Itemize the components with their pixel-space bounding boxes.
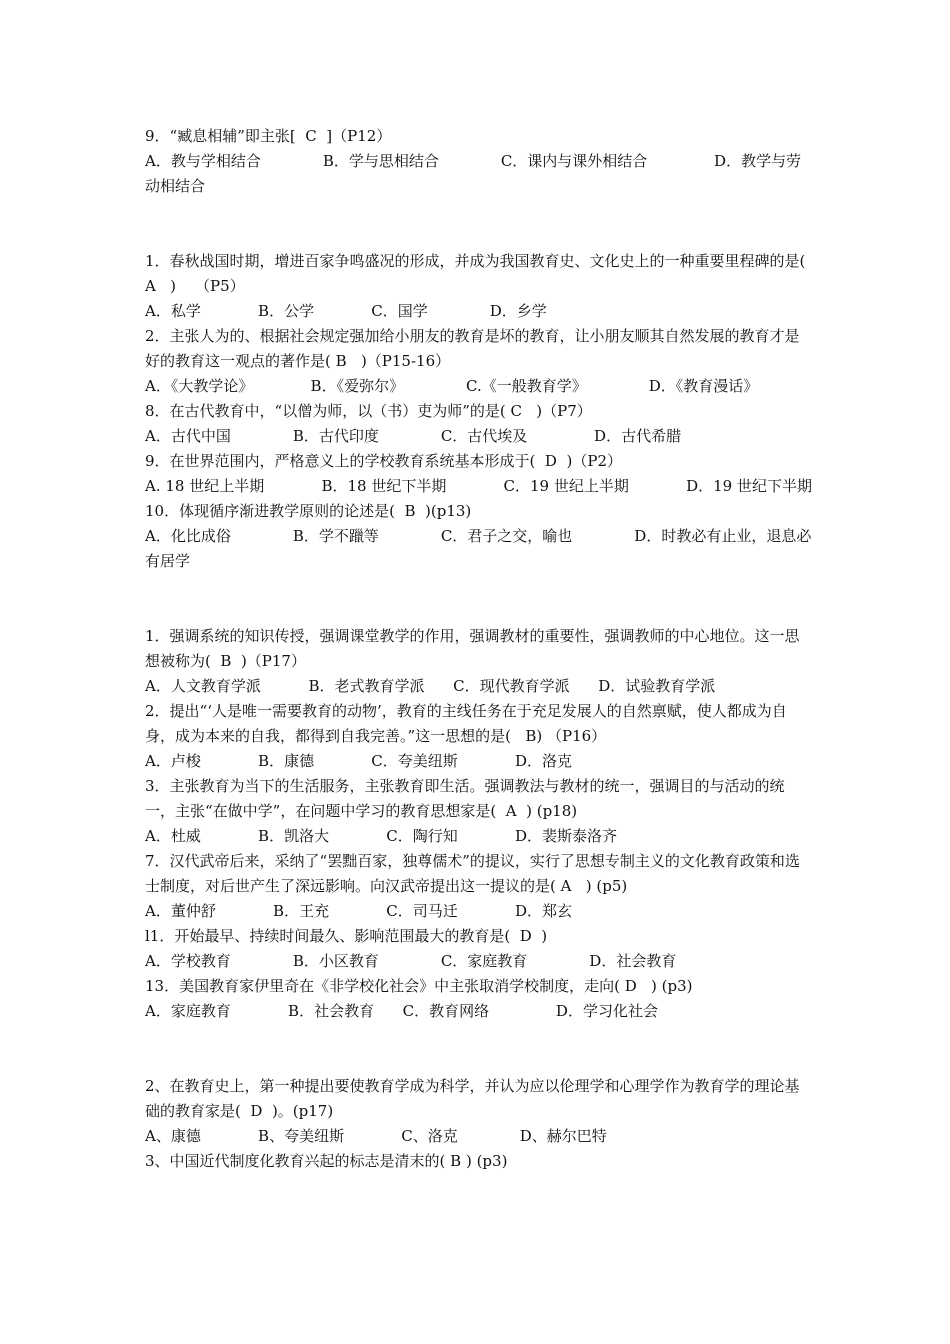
question: l1．开始最早、持续时间最久、影响范围最大的教育是( D ): [145, 927, 548, 945]
question: 1．强调系统的知识传授，强调课堂教学的作用，强调教材的重要性，强调教师的中心地位。这一思想被称为( B )（P17）: [145, 627, 800, 670]
question: 8．在古代教育中，“以僧为师，以（书）吏为师”的是( C )（P7）: [145, 402, 592, 420]
section-gap: [145, 574, 813, 624]
section-3: [145, 624, 813, 1024]
question: 3．主张教育为当下的生活服务，主张教育即生活。强调教法与教材的统一，强调目的与活动的统一，主张“在做中学”，在问题中学习的教育思想家是( A ) (p18): [145, 777, 785, 820]
question: 2．主张人为的、根据社会规定强加给小朋友的教育是坏的教育，让小朋友顺其自然发展的教育才是好的教育这一观点的著作是( B )（P15-16）: [145, 327, 800, 370]
answer-options: A．家庭教育 B．社会教育 C．教育网络 D．学习化社会: [145, 1002, 658, 1020]
answer-options: A．古代中国 B．古代印度 C．古代埃及 D．古代希腊: [145, 427, 682, 445]
section-gap: [145, 1024, 813, 1074]
answer-options: A．人文教育学派 B．老式教育学派 C．现代教育学派 D．试验教育学派: [145, 677, 716, 695]
question: 9．“臧息相辅”即主张[ C ]（P12）: [145, 127, 392, 145]
question: 7．汉代武帝后来，采纳了“罢黜百家，独尊儒术”的提议，实行了思想专制主义的文化教育政策和选士制度，对后世产生了深远影响。向汉武帝提出这一提议的是( A ) (p5): [145, 852, 800, 895]
answer-options: A．私学 B．公学 C．国学 D．乡学: [145, 302, 547, 320]
question: 2、在教育史上，第一种提出要使教育学成为科学，并认为应以伦理学和心理学作为教育学的理论基础的教育家是( D )。(p17): [145, 1077, 800, 1120]
answer-options: A．化比成俗 B．学不躐等 C．君子之交，喻也 D．时教必有止业，退息必有居学: [145, 527, 812, 570]
answer-options: A. 18 世纪上半期 B．18 世纪下半期 C．19 世纪上半期 D．19 世纪下半期: [145, 477, 812, 495]
answer-options: A．董仲舒 B．王充 C．司马迁 D．郑玄: [145, 902, 573, 920]
document-page: [145, 124, 813, 1174]
question: 2．提出“‘人是唯一需要教育的动物’，教育的主线任务在于充足发展人的自然禀赋，使人都成为自身，成为本来的自我，都得到自我完善。”这一思想的是( B) （P16）: [145, 702, 787, 745]
answer-options: A．杜威 B．凯洛大 C．陶行知 D．裴斯泰洛齐: [145, 827, 618, 845]
answer-options: A．卢梭 B．康德 C．夸美纽斯 D．洛克: [145, 752, 573, 770]
question: 1．春秋战国时期，增进百家争鸣盛况的形成，并成为我国教育史、文化史上的一种重要里程碑的是( A ) （P5）: [145, 252, 811, 295]
question: 9．在世界范围内，严格意义上的学校教育系统基本形成于( D )（P2）: [145, 452, 622, 470]
answer-options: A、康德 B、夸美纽斯 C、洛克 D、赫尔巴特: [145, 1127, 607, 1145]
answer-options: A．《大教学论》 B．《爱弥尔》 C.《一般教育学》 D．《教育漫话》: [145, 377, 759, 395]
answer-options: A．教与学相结合 B．学与思相结合 C．课内与课外相结合 D．教学与劳动相结合: [145, 152, 802, 195]
answer-options: A．学校教育 B．小区教育 C．家庭教育 D．社会教育: [145, 952, 677, 970]
question: 3、中国近代制度化教育兴起的标志是清末的( B ) (p3): [145, 1152, 508, 1170]
question: 13．美国教育家伊里奇在《非学校化社会》中主张取消学校制度，走向( D ) (p3): [145, 977, 693, 995]
section-4: [145, 1074, 813, 1174]
section-2: [145, 249, 813, 574]
section-1: [145, 124, 813, 199]
section-gap: [145, 199, 813, 249]
question: 10．体现循序渐进教学原则的论述是( B )(p13): [145, 502, 472, 520]
